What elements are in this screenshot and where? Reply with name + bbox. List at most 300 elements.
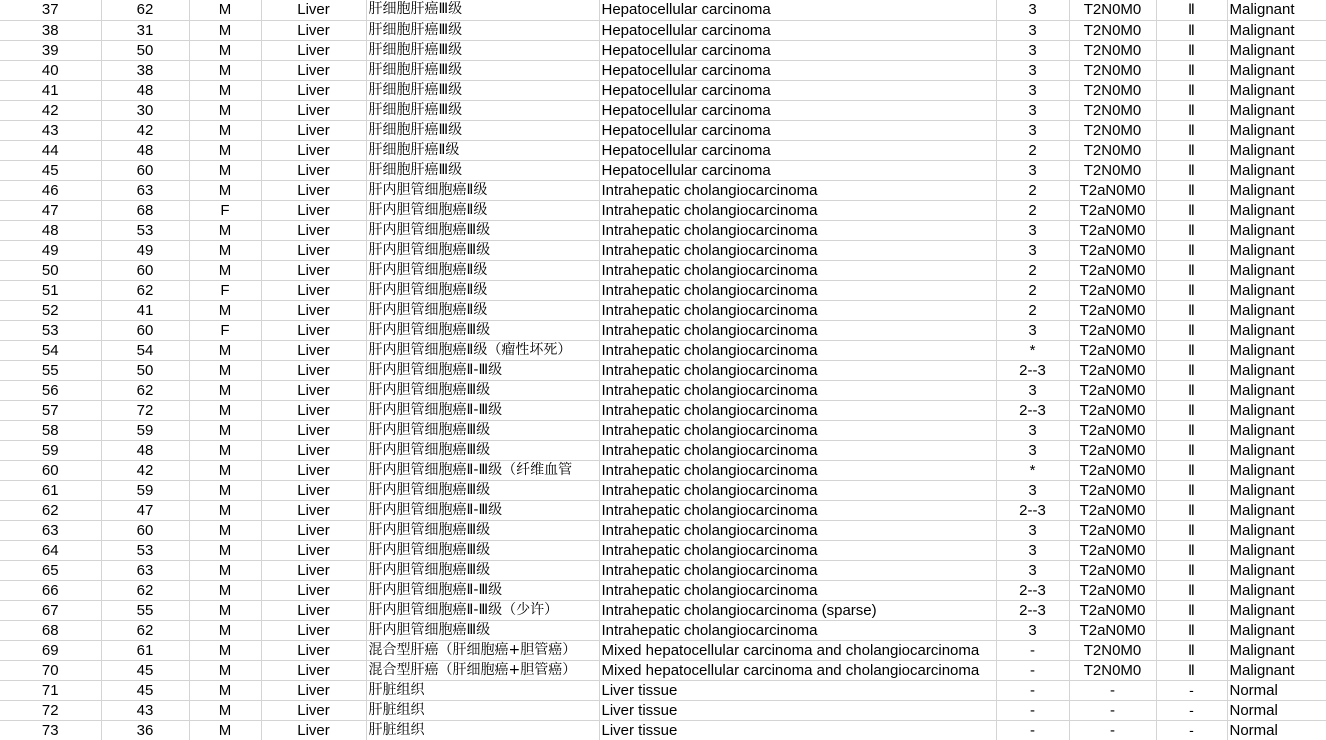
cell-pathology-chinese[interactable]: 肝内胆管细胞癌Ⅱ级 (366, 280, 599, 300)
cell-type[interactable]: Malignant (1227, 200, 1326, 220)
cell-age[interactable]: 60 (101, 260, 189, 280)
cell-type[interactable]: Malignant (1227, 80, 1326, 100)
cell-stage[interactable]: Ⅱ (1156, 140, 1227, 160)
cell-sex[interactable]: M (189, 660, 261, 680)
cell-age[interactable]: 48 (101, 80, 189, 100)
cell-pathology-chinese[interactable]: 肝内胆管细胞癌Ⅲ级 (366, 560, 599, 580)
cell-organ[interactable]: Liver (261, 400, 366, 420)
cell-grade[interactable]: - (996, 660, 1069, 680)
cell-type[interactable]: Malignant (1227, 380, 1326, 400)
cell-organ[interactable]: Liver (261, 200, 366, 220)
cell-sample-id[interactable]: 49 (0, 240, 101, 260)
cell-pathology-chinese[interactable]: 肝内胆管细胞癌Ⅲ级 (366, 540, 599, 560)
cell-type[interactable]: Malignant (1227, 520, 1326, 540)
cell-sample-id[interactable]: 54 (0, 340, 101, 360)
cell-tnm[interactable]: T2N0M0 (1069, 20, 1156, 40)
cell-sample-id[interactable]: 58 (0, 420, 101, 440)
cell-sex[interactable]: M (189, 580, 261, 600)
cell-grade[interactable]: - (996, 640, 1069, 660)
cell-tnm[interactable]: T2aN0M0 (1069, 620, 1156, 640)
cell-type[interactable]: Malignant (1227, 160, 1326, 180)
cell-type[interactable]: Malignant (1227, 580, 1326, 600)
cell-age[interactable]: 48 (101, 440, 189, 460)
cell-sex[interactable]: M (189, 140, 261, 160)
cell-pathology-chinese[interactable]: 肝脏组织 (366, 680, 599, 700)
cell-sex[interactable]: F (189, 280, 261, 300)
cell-tnm[interactable]: T2aN0M0 (1069, 240, 1156, 260)
cell-tnm[interactable]: T2aN0M0 (1069, 200, 1156, 220)
cell-grade[interactable]: 2--3 (996, 400, 1069, 420)
cell-age[interactable]: 38 (101, 60, 189, 80)
cell-stage[interactable]: Ⅱ (1156, 0, 1227, 20)
cell-organ[interactable]: Liver (261, 280, 366, 300)
cell-pathology-chinese[interactable]: 肝内胆管细胞癌Ⅱ级 (366, 260, 599, 280)
cell-grade[interactable]: 3 (996, 560, 1069, 580)
cell-age[interactable]: 45 (101, 660, 189, 680)
cell-pathology-english[interactable]: Intrahepatic cholangiocarcinoma (599, 620, 996, 640)
cell-sample-id[interactable]: 59 (0, 440, 101, 460)
cell-grade[interactable]: 2--3 (996, 600, 1069, 620)
cell-organ[interactable]: Liver (261, 80, 366, 100)
cell-pathology-english[interactable]: Hepatocellular carcinoma (599, 0, 996, 20)
cell-stage[interactable]: Ⅱ (1156, 60, 1227, 80)
cell-age[interactable]: 60 (101, 160, 189, 180)
cell-grade[interactable]: 3 (996, 0, 1069, 20)
cell-pathology-chinese[interactable]: 肝内胆管细胞癌Ⅱ级 (366, 300, 599, 320)
cell-grade[interactable]: 2 (996, 200, 1069, 220)
cell-sample-id[interactable]: 51 (0, 280, 101, 300)
cell-age[interactable]: 48 (101, 140, 189, 160)
cell-stage[interactable]: Ⅱ (1156, 600, 1227, 620)
cell-type[interactable]: Malignant (1227, 240, 1326, 260)
cell-pathology-english[interactable]: Intrahepatic cholangiocarcinoma (599, 400, 996, 420)
cell-sample-id[interactable]: 47 (0, 200, 101, 220)
cell-tnm[interactable]: T2N0M0 (1069, 660, 1156, 680)
cell-age[interactable]: 60 (101, 320, 189, 340)
cell-pathology-chinese[interactable]: 肝细胞肝癌Ⅲ级 (366, 160, 599, 180)
cell-pathology-chinese[interactable]: 肝内胆管细胞癌Ⅲ级 (366, 480, 599, 500)
cell-tnm[interactable]: T2N0M0 (1069, 0, 1156, 20)
cell-tnm[interactable]: T2aN0M0 (1069, 460, 1156, 480)
cell-sex[interactable]: M (189, 160, 261, 180)
cell-stage[interactable]: Ⅱ (1156, 580, 1227, 600)
cell-sample-id[interactable]: 50 (0, 260, 101, 280)
cell-pathology-chinese[interactable]: 肝内胆管细胞癌Ⅱ-Ⅲ级 (366, 580, 599, 600)
cell-tnm[interactable]: T2aN0M0 (1069, 420, 1156, 440)
cell-tnm[interactable]: - (1069, 700, 1156, 720)
cell-sample-id[interactable]: 68 (0, 620, 101, 640)
cell-organ[interactable]: Liver (261, 600, 366, 620)
cell-stage[interactable]: Ⅱ (1156, 640, 1227, 660)
cell-pathology-chinese[interactable]: 肝内胆管细胞癌Ⅲ级 (366, 220, 599, 240)
cell-organ[interactable]: Liver (261, 120, 366, 140)
cell-pathology-english[interactable]: Intrahepatic cholangiocarcinoma (599, 380, 996, 400)
cell-grade[interactable]: 2 (996, 300, 1069, 320)
cell-age[interactable]: 62 (101, 380, 189, 400)
cell-organ[interactable]: Liver (261, 320, 366, 340)
cell-organ[interactable]: Liver (261, 160, 366, 180)
cell-stage[interactable]: Ⅱ (1156, 340, 1227, 360)
cell-pathology-english[interactable]: Intrahepatic cholangiocarcinoma (599, 220, 996, 240)
cell-grade[interactable]: 2 (996, 280, 1069, 300)
cell-sex[interactable]: M (189, 180, 261, 200)
cell-grade[interactable]: 2 (996, 140, 1069, 160)
cell-organ[interactable]: Liver (261, 640, 366, 660)
cell-sex[interactable]: M (189, 100, 261, 120)
cell-pathology-english[interactable]: Intrahepatic cholangiocarcinoma (599, 180, 996, 200)
cell-type[interactable]: Malignant (1227, 420, 1326, 440)
cell-stage[interactable]: - (1156, 720, 1227, 740)
cell-sample-id[interactable]: 73 (0, 720, 101, 740)
cell-sample-id[interactable]: 61 (0, 480, 101, 500)
cell-tnm[interactable]: T2N0M0 (1069, 100, 1156, 120)
cell-organ[interactable]: Liver (261, 680, 366, 700)
cell-sex[interactable]: M (189, 400, 261, 420)
cell-tnm[interactable]: T2aN0M0 (1069, 440, 1156, 460)
cell-pathology-english[interactable]: Intrahepatic cholangiocarcinoma (599, 280, 996, 300)
cell-pathology-chinese[interactable]: 肝细胞肝癌Ⅱ级 (366, 140, 599, 160)
cell-stage[interactable]: Ⅱ (1156, 200, 1227, 220)
cell-sex[interactable]: M (189, 440, 261, 460)
cell-pathology-chinese[interactable]: 肝内胆管细胞癌Ⅱ-Ⅲ级 (366, 360, 599, 380)
cell-sample-id[interactable]: 43 (0, 120, 101, 140)
cell-organ[interactable]: Liver (261, 700, 366, 720)
cell-sample-id[interactable]: 55 (0, 360, 101, 380)
cell-organ[interactable]: Liver (261, 0, 366, 20)
cell-age[interactable]: 47 (101, 500, 189, 520)
cell-age[interactable]: 55 (101, 600, 189, 620)
cell-sex[interactable]: M (189, 700, 261, 720)
cell-organ[interactable]: Liver (261, 180, 366, 200)
cell-pathology-english[interactable]: Intrahepatic cholangiocarcinoma (599, 240, 996, 260)
cell-type[interactable]: Malignant (1227, 660, 1326, 680)
cell-sex[interactable]: M (189, 360, 261, 380)
cell-sample-id[interactable]: 57 (0, 400, 101, 420)
cell-sex[interactable]: M (189, 220, 261, 240)
cell-pathology-english[interactable]: Intrahepatic cholangiocarcinoma (599, 320, 996, 340)
cell-sample-id[interactable]: 45 (0, 160, 101, 180)
cell-age[interactable]: 43 (101, 700, 189, 720)
cell-sex[interactable]: M (189, 600, 261, 620)
cell-organ[interactable]: Liver (261, 140, 366, 160)
cell-sex[interactable]: M (189, 240, 261, 260)
cell-tnm[interactable]: T2aN0M0 (1069, 480, 1156, 500)
cell-grade[interactable]: 3 (996, 520, 1069, 540)
cell-sex[interactable]: M (189, 520, 261, 540)
cell-stage[interactable]: Ⅱ (1156, 380, 1227, 400)
cell-organ[interactable]: Liver (261, 580, 366, 600)
cell-pathology-english[interactable]: Intrahepatic cholangiocarcinoma (599, 420, 996, 440)
cell-grade[interactable]: 3 (996, 440, 1069, 460)
cell-pathology-english[interactable]: Intrahepatic cholangiocarcinoma (599, 260, 996, 280)
cell-tnm[interactable]: T2aN0M0 (1069, 300, 1156, 320)
cell-sample-id[interactable]: 62 (0, 500, 101, 520)
cell-age[interactable]: 50 (101, 360, 189, 380)
cell-stage[interactable]: Ⅱ (1156, 660, 1227, 680)
cell-age[interactable]: 62 (101, 280, 189, 300)
cell-pathology-english[interactable]: Intrahepatic cholangiocarcinoma (599, 520, 996, 540)
cell-stage[interactable]: Ⅱ (1156, 400, 1227, 420)
cell-pathology-english[interactable]: Intrahepatic cholangiocarcinoma (599, 560, 996, 580)
cell-type[interactable]: Malignant (1227, 340, 1326, 360)
cell-pathology-chinese[interactable]: 肝内胆管细胞癌Ⅱ-Ⅲ级（少许） (366, 600, 599, 620)
cell-sample-id[interactable]: 42 (0, 100, 101, 120)
cell-pathology-chinese[interactable]: 肝内胆管细胞癌Ⅱ-Ⅲ级 (366, 500, 599, 520)
cell-organ[interactable]: Liver (261, 620, 366, 640)
cell-stage[interactable]: Ⅱ (1156, 40, 1227, 60)
cell-grade[interactable]: 3 (996, 240, 1069, 260)
cell-organ[interactable]: Liver (261, 720, 366, 740)
cell-type[interactable]: Malignant (1227, 540, 1326, 560)
cell-pathology-chinese[interactable]: 肝脏组织 (366, 720, 599, 740)
cell-stage[interactable]: Ⅱ (1156, 560, 1227, 580)
cell-pathology-english[interactable]: Intrahepatic cholangiocarcinoma (599, 480, 996, 500)
cell-pathology-english[interactable]: Liver tissue (599, 680, 996, 700)
cell-tnm[interactable]: T2aN0M0 (1069, 320, 1156, 340)
cell-type[interactable]: Malignant (1227, 560, 1326, 580)
cell-pathology-english[interactable]: Intrahepatic cholangiocarcinoma (sparse) (599, 600, 996, 620)
cell-type[interactable]: Normal (1227, 680, 1326, 700)
cell-sex[interactable]: M (189, 420, 261, 440)
cell-grade[interactable]: 3 (996, 120, 1069, 140)
cell-pathology-chinese[interactable]: 肝内胆管细胞癌Ⅱ级（瘤性坏死） (366, 340, 599, 360)
cell-type[interactable]: Malignant (1227, 280, 1326, 300)
cell-organ[interactable]: Liver (261, 340, 366, 360)
cell-type[interactable]: Malignant (1227, 480, 1326, 500)
cell-age[interactable]: 60 (101, 520, 189, 540)
cell-type[interactable]: Malignant (1227, 140, 1326, 160)
cell-type[interactable]: Malignant (1227, 260, 1326, 280)
cell-pathology-english[interactable]: Hepatocellular carcinoma (599, 100, 996, 120)
cell-organ[interactable]: Liver (261, 60, 366, 80)
cell-sample-id[interactable]: 40 (0, 60, 101, 80)
cell-stage[interactable]: Ⅱ (1156, 160, 1227, 180)
cell-age[interactable]: 45 (101, 680, 189, 700)
cell-sample-id[interactable]: 63 (0, 520, 101, 540)
cell-stage[interactable]: Ⅱ (1156, 440, 1227, 460)
cell-age[interactable]: 50 (101, 40, 189, 60)
cell-stage[interactable]: Ⅱ (1156, 620, 1227, 640)
cell-sample-id[interactable]: 39 (0, 40, 101, 60)
cell-stage[interactable]: Ⅱ (1156, 480, 1227, 500)
cell-stage[interactable]: Ⅱ (1156, 300, 1227, 320)
cell-age[interactable]: 54 (101, 340, 189, 360)
cell-sex[interactable]: M (189, 500, 261, 520)
cell-pathology-english[interactable]: Intrahepatic cholangiocarcinoma (599, 360, 996, 380)
cell-pathology-english[interactable]: Hepatocellular carcinoma (599, 140, 996, 160)
cell-sex[interactable]: M (189, 380, 261, 400)
cell-grade[interactable]: * (996, 340, 1069, 360)
cell-grade[interactable]: - (996, 720, 1069, 740)
cell-pathology-chinese[interactable]: 肝细胞肝癌Ⅲ级 (366, 40, 599, 60)
cell-sex[interactable]: M (189, 680, 261, 700)
cell-pathology-english[interactable]: Hepatocellular carcinoma (599, 20, 996, 40)
cell-tnm[interactable]: T2N0M0 (1069, 40, 1156, 60)
cell-stage[interactable]: Ⅱ (1156, 100, 1227, 120)
cell-grade[interactable]: 3 (996, 420, 1069, 440)
cell-stage[interactable]: Ⅱ (1156, 360, 1227, 380)
cell-tnm[interactable]: T2aN0M0 (1069, 220, 1156, 240)
cell-stage[interactable]: Ⅱ (1156, 260, 1227, 280)
cell-sex[interactable]: M (189, 460, 261, 480)
cell-grade[interactable]: 3 (996, 480, 1069, 500)
cell-organ[interactable]: Liver (261, 220, 366, 240)
cell-pathology-english[interactable]: Liver tissue (599, 700, 996, 720)
cell-organ[interactable]: Liver (261, 520, 366, 540)
cell-organ[interactable]: Liver (261, 240, 366, 260)
cell-sex[interactable]: M (189, 480, 261, 500)
cell-type[interactable]: Malignant (1227, 400, 1326, 420)
cell-sample-id[interactable]: 67 (0, 600, 101, 620)
cell-sex[interactable]: M (189, 260, 261, 280)
cell-sex[interactable]: M (189, 20, 261, 40)
cell-sample-id[interactable]: 37 (0, 0, 101, 20)
cell-sample-id[interactable]: 69 (0, 640, 101, 660)
cell-pathology-chinese[interactable]: 肝细胞肝癌Ⅲ级 (366, 80, 599, 100)
cell-pathology-english[interactable]: Intrahepatic cholangiocarcinoma (599, 500, 996, 520)
cell-pathology-chinese[interactable]: 混合型肝癌（肝细胞癌+胆管癌） (366, 640, 599, 660)
cell-pathology-english[interactable]: Hepatocellular carcinoma (599, 60, 996, 80)
cell-pathology-english[interactable]: Hepatocellular carcinoma (599, 40, 996, 60)
cell-age[interactable]: 68 (101, 200, 189, 220)
cell-tnm[interactable]: T2aN0M0 (1069, 520, 1156, 540)
cell-sex[interactable]: M (189, 560, 261, 580)
cell-sample-id[interactable]: 71 (0, 680, 101, 700)
cell-organ[interactable]: Liver (261, 460, 366, 480)
cell-organ[interactable]: Liver (261, 500, 366, 520)
cell-tnm[interactable]: T2N0M0 (1069, 640, 1156, 660)
cell-type[interactable]: Malignant (1227, 120, 1326, 140)
cell-organ[interactable]: Liver (261, 660, 366, 680)
cell-stage[interactable]: Ⅱ (1156, 460, 1227, 480)
cell-grade[interactable]: 3 (996, 20, 1069, 40)
cell-sample-id[interactable]: 52 (0, 300, 101, 320)
cell-age[interactable]: 53 (101, 220, 189, 240)
cell-organ[interactable]: Liver (261, 100, 366, 120)
cell-grade[interactable]: 3 (996, 60, 1069, 80)
cell-age[interactable]: 62 (101, 0, 189, 20)
cell-tnm[interactable]: T2aN0M0 (1069, 360, 1156, 380)
cell-organ[interactable]: Liver (261, 260, 366, 280)
cell-organ[interactable]: Liver (261, 440, 366, 460)
cell-tnm[interactable]: T2aN0M0 (1069, 600, 1156, 620)
cell-tnm[interactable]: T2N0M0 (1069, 120, 1156, 140)
cell-age[interactable]: 53 (101, 540, 189, 560)
cell-tnm[interactable]: T2aN0M0 (1069, 500, 1156, 520)
cell-sex[interactable]: M (189, 300, 261, 320)
cell-pathology-chinese[interactable]: 肝内胆管细胞癌Ⅲ级 (366, 320, 599, 340)
cell-grade[interactable]: 2--3 (996, 500, 1069, 520)
cell-tnm[interactable]: - (1069, 680, 1156, 700)
cell-pathology-chinese[interactable]: 肝内胆管细胞癌Ⅱ-Ⅲ级（纤维血管 (366, 460, 599, 480)
cell-type[interactable]: Malignant (1227, 220, 1326, 240)
cell-pathology-chinese[interactable]: 肝细胞肝癌Ⅲ级 (366, 120, 599, 140)
cell-pathology-chinese[interactable]: 肝细胞肝癌Ⅲ级 (366, 20, 599, 40)
cell-grade[interactable]: 3 (996, 80, 1069, 100)
cell-tnm[interactable]: T2aN0M0 (1069, 580, 1156, 600)
cell-sample-id[interactable]: 56 (0, 380, 101, 400)
cell-age[interactable]: 42 (101, 120, 189, 140)
cell-stage[interactable]: Ⅱ (1156, 120, 1227, 140)
cell-sample-id[interactable]: 66 (0, 580, 101, 600)
cell-pathology-english[interactable]: Intrahepatic cholangiocarcinoma (599, 300, 996, 320)
cell-grade[interactable]: 3 (996, 620, 1069, 640)
cell-type[interactable]: Malignant (1227, 0, 1326, 20)
cell-stage[interactable]: Ⅱ (1156, 540, 1227, 560)
cell-stage[interactable]: Ⅱ (1156, 180, 1227, 200)
cell-stage[interactable]: Ⅱ (1156, 240, 1227, 260)
cell-pathology-chinese[interactable]: 肝细胞肝癌Ⅲ级 (366, 60, 599, 80)
cell-pathology-chinese[interactable]: 肝内胆管细胞癌Ⅱ-Ⅲ级 (366, 400, 599, 420)
cell-sample-id[interactable]: 60 (0, 460, 101, 480)
cell-sample-id[interactable]: 41 (0, 80, 101, 100)
cell-tnm[interactable]: T2aN0M0 (1069, 340, 1156, 360)
cell-pathology-chinese[interactable]: 混合型肝癌（肝细胞癌+胆管癌） (366, 660, 599, 680)
cell-pathology-english[interactable]: Mixed hepatocellular carcinoma and cholangiocarcinoma (599, 640, 996, 660)
cell-tnm[interactable]: T2aN0M0 (1069, 180, 1156, 200)
cell-tnm[interactable]: T2N0M0 (1069, 60, 1156, 80)
cell-organ[interactable]: Liver (261, 560, 366, 580)
cell-sample-id[interactable]: 53 (0, 320, 101, 340)
cell-age[interactable]: 59 (101, 480, 189, 500)
cell-stage[interactable]: - (1156, 680, 1227, 700)
cell-pathology-english[interactable]: Hepatocellular carcinoma (599, 160, 996, 180)
cell-sample-id[interactable]: 38 (0, 20, 101, 40)
cell-sex[interactable]: M (189, 120, 261, 140)
cell-tnm[interactable]: T2N0M0 (1069, 80, 1156, 100)
cell-stage[interactable]: Ⅱ (1156, 280, 1227, 300)
cell-age[interactable]: 62 (101, 580, 189, 600)
cell-tnm[interactable]: T2aN0M0 (1069, 560, 1156, 580)
cell-pathology-chinese[interactable]: 肝内胆管细胞癌Ⅱ级 (366, 180, 599, 200)
cell-stage[interactable]: Ⅱ (1156, 420, 1227, 440)
cell-age[interactable]: 59 (101, 420, 189, 440)
cell-sex[interactable]: M (189, 60, 261, 80)
cell-sex[interactable]: F (189, 320, 261, 340)
cell-age[interactable]: 30 (101, 100, 189, 120)
cell-sex[interactable]: M (189, 0, 261, 20)
cell-sex[interactable]: M (189, 80, 261, 100)
cell-grade[interactable]: 3 (996, 100, 1069, 120)
cell-type[interactable]: Malignant (1227, 60, 1326, 80)
cell-type[interactable]: Malignant (1227, 640, 1326, 660)
cell-grade[interactable]: 3 (996, 540, 1069, 560)
cell-tnm[interactable]: T2N0M0 (1069, 140, 1156, 160)
cell-organ[interactable]: Liver (261, 300, 366, 320)
cell-grade[interactable]: * (996, 460, 1069, 480)
cell-pathology-chinese[interactable]: 肝内胆管细胞癌Ⅲ级 (366, 240, 599, 260)
cell-type[interactable]: Malignant (1227, 100, 1326, 120)
cell-stage[interactable]: - (1156, 700, 1227, 720)
cell-age[interactable]: 72 (101, 400, 189, 420)
cell-sample-id[interactable]: 46 (0, 180, 101, 200)
cell-pathology-english[interactable]: Mixed hepatocellular carcinoma and cholangiocarcinoma (599, 660, 996, 680)
cell-organ[interactable]: Liver (261, 380, 366, 400)
cell-tnm[interactable]: T2aN0M0 (1069, 260, 1156, 280)
cell-organ[interactable]: Liver (261, 360, 366, 380)
cell-pathology-chinese[interactable]: 肝内胆管细胞癌Ⅲ级 (366, 620, 599, 640)
cell-pathology-english[interactable]: Intrahepatic cholangiocarcinoma (599, 540, 996, 560)
cell-grade[interactable]: 3 (996, 160, 1069, 180)
cell-sample-id[interactable]: 70 (0, 660, 101, 680)
cell-type[interactable]: Malignant (1227, 320, 1326, 340)
cell-stage[interactable]: Ⅱ (1156, 20, 1227, 40)
cell-type[interactable]: Malignant (1227, 40, 1326, 60)
cell-sex[interactable]: M (189, 40, 261, 60)
cell-sex[interactable]: M (189, 340, 261, 360)
cell-type[interactable]: Malignant (1227, 180, 1326, 200)
cell-type[interactable]: Malignant (1227, 600, 1326, 620)
